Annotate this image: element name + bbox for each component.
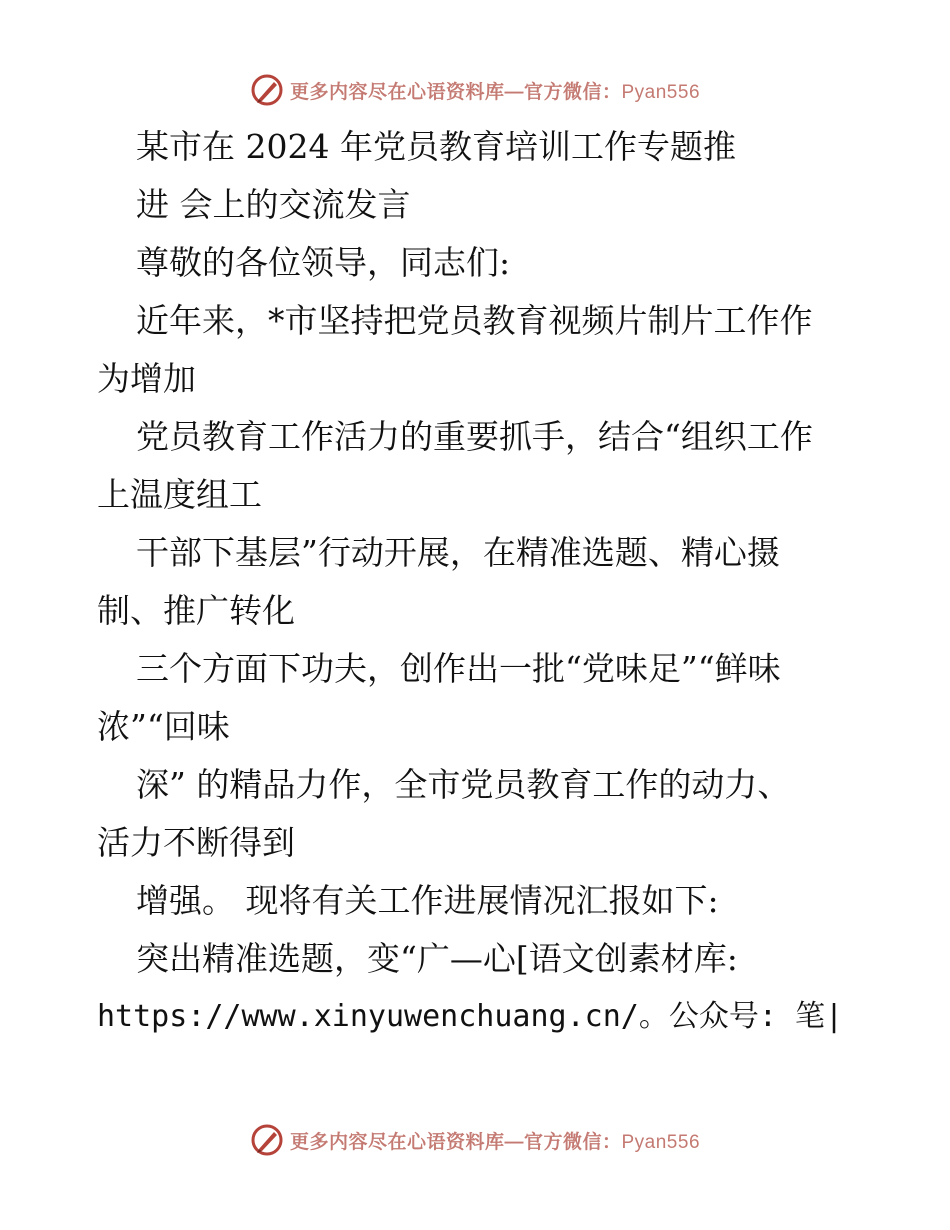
paragraph-line: 活力不断得到 (97, 823, 295, 862)
paragraph-line: 深” 的精品力作，全市党员教育工作的动力、 (136, 765, 791, 804)
pen-seal-logo-icon (250, 1123, 284, 1157)
header-watermark (0, 70, 950, 110)
paragraph-line: 近年来，*市坚持把党员教育视频片制片工作作 (136, 301, 813, 340)
watermark-group (250, 1123, 700, 1157)
paragraph-line: 三个方面下功夫，创作出一批“党味足”“鲜味 (136, 649, 781, 688)
paragraph-line: 突出精准选题，变“广—心[语文创素材库: (136, 939, 738, 978)
paragraph-line-url: https://www.xinyuwenchuang.cn/。公众号: 笔| (97, 999, 844, 1034)
paragraph-line: 上温度组工 (97, 475, 262, 514)
paragraph-line: 为增加 (97, 359, 196, 398)
pen-seal-logo-icon (250, 73, 284, 107)
watermark-text: 更多内容尽在心语资料库—官方微信：Pyan556 (289, 81, 701, 103)
document-title-line-2: 进 会上的交流发言 (136, 185, 411, 224)
footer-watermark (0, 1120, 950, 1160)
paragraph-line: 党员教育工作活力的重要抓手，结合“组织工作 (136, 417, 813, 456)
watermark-wechat-id: Pyan556 (621, 81, 701, 103)
document-title-line-1: 某市在 2024 年党员教育培训工作专题推 (136, 127, 736, 166)
paragraph-line: 制、推广转化 (97, 591, 295, 630)
salutation-line: 尊敬的各位领导，同志们: (136, 243, 511, 282)
paragraph-line: 浓”“回味 (97, 707, 230, 746)
watermark-text: 更多内容尽在心语资料库—官方微信：Pyan556 (289, 1131, 701, 1153)
paragraph-line: 增强。 现将有关工作进展情况汇报如下: (136, 881, 719, 920)
watermark-group (250, 73, 700, 107)
paragraph-line: 干部下基层”行动开展，在精准选题、精心摄 (136, 533, 780, 572)
watermark-wechat-id: Pyan556 (621, 1131, 701, 1153)
